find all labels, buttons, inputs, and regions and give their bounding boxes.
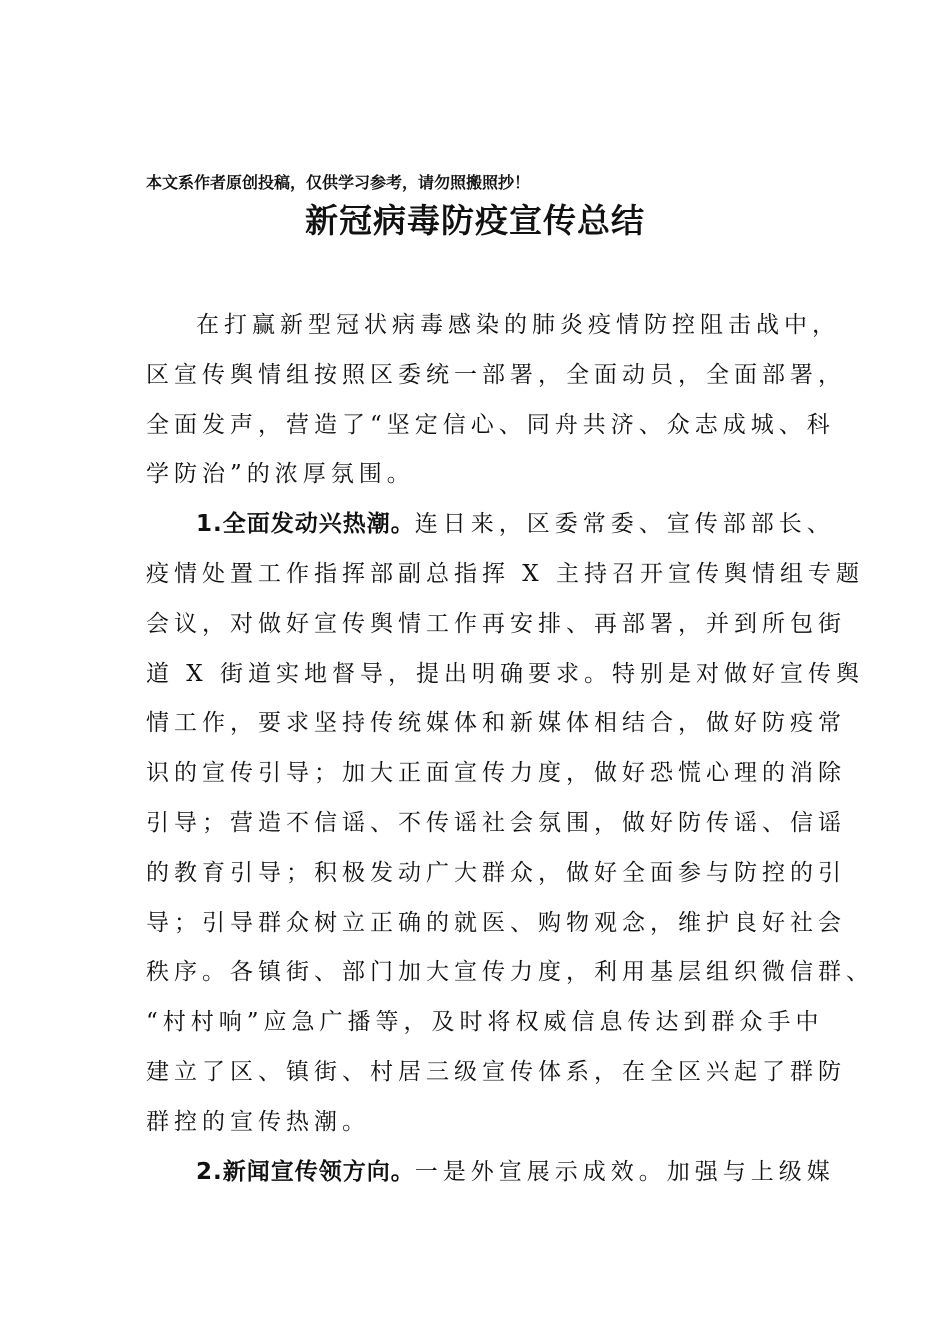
paragraph-2-line-5: 情工作，要求坚持传统媒体和新媒体相结合，做好防疫常 <box>146 710 846 737</box>
paragraph-3-first-line <box>146 1148 835 1198</box>
paragraph-2-line-9: 导；引导群众树立正确的就医、购物观念，维护良好社会 <box>146 909 846 936</box>
copyright-notice: 本文系作者原创投稿，仅供学习参考，请勿照搬照抄！ <box>146 173 531 192</box>
paragraph-1-line-3: 全面发声，营造了“坚定信心、同舟共济、众志成城、科 <box>146 411 835 438</box>
paragraph-2-line-2: 疫情处置工作指挥部副总指挥 X 主持召开宣传舆情组专题 <box>146 560 864 587</box>
section-heading-2: 2.新闻宣传领方向。 <box>196 1158 415 1185</box>
paragraph-2-line-11: “村村响”应急广播等，及时将权威信息传达到群众手中 <box>146 1009 824 1036</box>
paragraph-2-line-10: 秩序。各镇街、部门加大宣传力度，利用基层组织微信群、 <box>146 959 874 986</box>
paragraph-1-line-1: 在打赢新型冠状病毒感染的肺炎疫情防控阻击战中， <box>196 312 840 338</box>
paragraph-2-line-7: 引导；营造不信谣、不传谣社会氛围，做好防传谣、信谣 <box>146 809 846 836</box>
paragraph-2-line-3: 会议，对做好宣传舆情工作再安排、再部署，并到所包街 <box>146 610 846 637</box>
document-body <box>146 301 874 1197</box>
paragraph-2-line-4: 道 X 街道实地督导，提出明确要求。特别是对做好宣传舆 <box>146 660 864 687</box>
paragraph-2-line-8: 的教育引导；积极发动广大群众，做好全面参与防控的引 <box>146 859 846 886</box>
paragraph-2-line-6: 识的宣传引导；加大正面宣传力度，做好恐慌心理的消除 <box>146 760 846 787</box>
paragraph-2-first-line-text: 连日来，区委常委、宣传部部长、 <box>414 511 835 538</box>
paragraph-2-first-line <box>146 500 835 550</box>
paragraph-2-line-13: 群控的宣传热潮。 <box>146 1108 370 1135</box>
document-title: 新冠病毒防疫宣传总结 <box>305 201 645 240</box>
paragraph-1-line-4: 学防治”的浓厚氛围。 <box>146 461 415 488</box>
paragraph-3-first-line-text: 一是外宣展示成效。加强与上级媒 <box>414 1158 835 1185</box>
paragraph-1-line-2: 区宣传舆情组按照区委统一部署，全面动员，全面部署， <box>146 361 846 388</box>
paragraph-2-line-12: 建立了区、镇街、村居三级宣传体系，在全区兴起了群防 <box>146 1058 846 1085</box>
section-heading-1: 1.全面发动兴热潮。 <box>196 511 415 538</box>
